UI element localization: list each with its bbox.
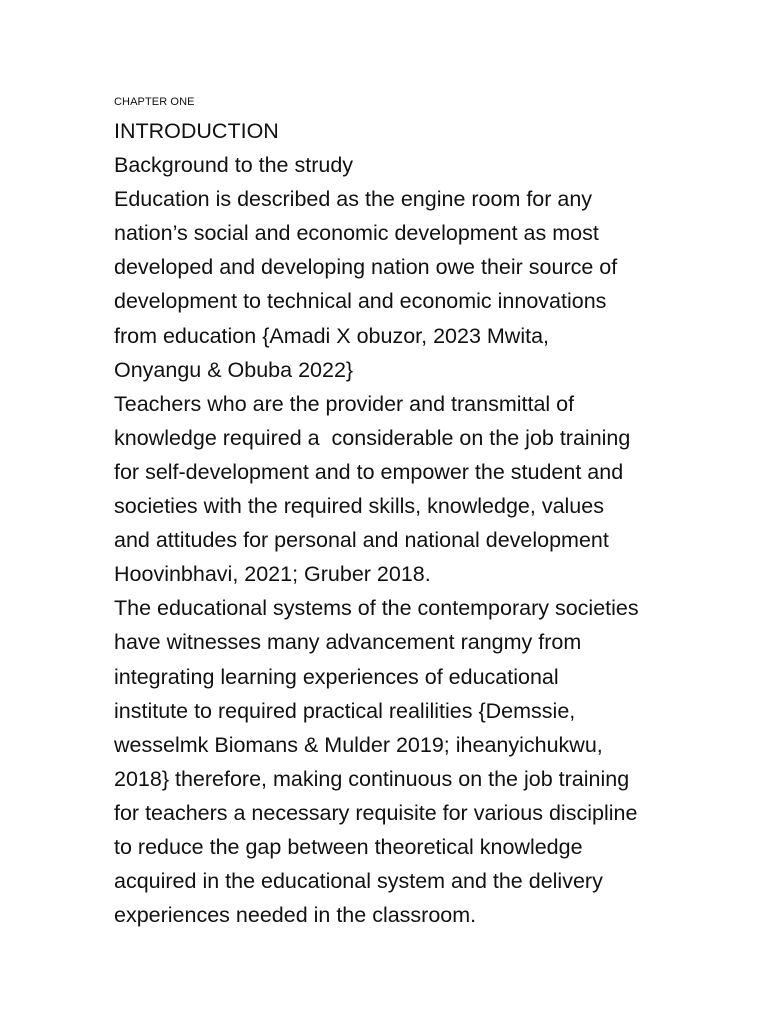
paragraph-line: societies with the required skills, knowledge, values — [114, 494, 604, 519]
paragraph-line: integrating learning experiences of educational — [114, 664, 559, 689]
paragraph-line: wesselmk Biomans & Mulder 2019; iheanyichukwu, — [114, 732, 603, 757]
paragraph-line: Teachers who are the provider and transmittal of — [114, 391, 575, 416]
paragraph-line: from education {Amadi X obuzor, 2023 Mwita, — [114, 323, 550, 348]
paragraph-2 — [114, 387, 704, 592]
paragraph-line: to reduce the gap between theoretical knowledge — [114, 834, 583, 859]
paragraph-line: for teachers a necessary requisite for various discipline — [114, 800, 638, 825]
paragraph-line: and attitudes for personal and national development — [114, 528, 609, 553]
paragraph-line: development to technical and economic innovations — [114, 289, 607, 314]
paragraph-line: knowledge required a considerable on the job training — [114, 425, 631, 450]
paragraph-line: Education is described as the engine room for any — [114, 187, 593, 212]
paragraph-line: experiences needed in the classroom. — [114, 903, 477, 928]
paragraph-line: acquired in the educational system and the delivery — [114, 869, 603, 894]
paragraph-line: Hoovinbhavi, 2021; Gruber 2018. — [114, 562, 431, 587]
paragraph-line: for self-development and to empower the student and — [114, 459, 624, 484]
paragraph-line: nation’s social and economic development as most — [114, 221, 599, 246]
paragraph-line: institute to required practical realilities {Demssie, — [114, 698, 576, 723]
chapter-label: CHAPTER ONE — [114, 96, 195, 108]
paragraph-1 — [114, 182, 704, 387]
paragraph-line: The educational systems of the contemporary societies — [114, 596, 639, 621]
paragraph-line: have witnesses many advancement rangmy from — [114, 630, 582, 655]
section-subheading: Background to the strudy — [114, 153, 354, 178]
document-body — [114, 94, 704, 932]
paragraph-3 — [114, 591, 704, 932]
paragraph-line: 2018} therefore, making continuous on the job training — [114, 766, 630, 791]
paragraph-line: Onyangu & Obuba 2022} — [114, 357, 354, 382]
paragraph-line: developed and developing nation owe their source of — [114, 255, 618, 280]
section-heading: INTRODUCTION — [114, 119, 279, 143]
